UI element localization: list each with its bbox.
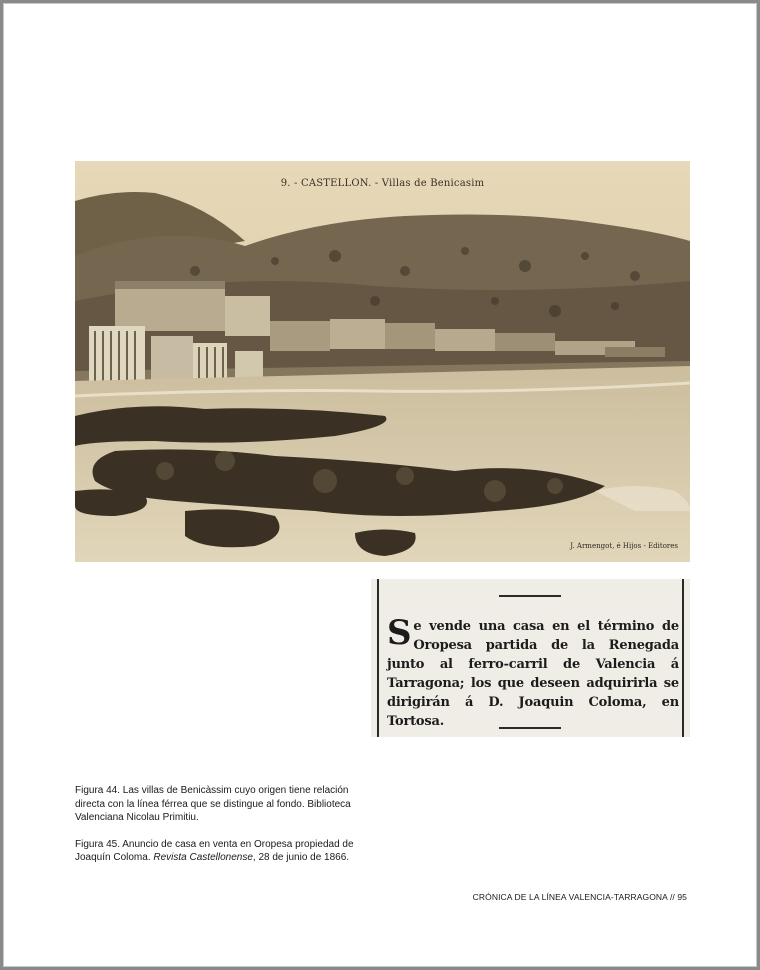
caption-45-source: Revista Castellonense (153, 852, 253, 863)
caption-figure-45 (75, 838, 375, 865)
footer-separator: // (669, 892, 675, 902)
running-title: CRÓNICA DE LA LÍNEA VALENCIA-TARRAGONA (472, 892, 668, 902)
postcard-title: 9. - CASTELLON. - Villas de Benicasim (280, 178, 485, 189)
caption-45-date: , 28 de junio de 1866. (252, 852, 350, 863)
ad-text (387, 613, 679, 731)
ad-rule-bottom (499, 727, 561, 729)
ad-body: e vende una casa en el término de Oropesa partida de la Renegada junto al ferro-carril de Valencia á Tarragona; los que deseen adquirirla se dirigirán á D. Joaquin Coloma, en Tortosa. (387, 619, 679, 729)
ad-column-rule-left (377, 579, 379, 737)
figure-44-photo (75, 161, 690, 562)
ad-drop-cap: S (387, 613, 412, 653)
caption-45-text: Figura 45. Anuncio de casa en venta en Oropesa propiedad de Joaquín Coloma. (75, 838, 354, 863)
postcard-illustration (75, 161, 690, 562)
caption-figure-44: Figura 44. Las villas de Benicàssim cuyo origen tiene relación directa con la línea férrea que se distingue al fondo. Biblioteca Valenciana Nicolau Primitiu. (75, 785, 351, 823)
page (3, 3, 757, 967)
page-number: 95 (677, 892, 687, 902)
ad-column-rule-right (682, 579, 684, 737)
ad-rule-top (499, 595, 561, 597)
figure-45-advertisement (371, 579, 690, 737)
page-footer (473, 892, 687, 902)
figure-captions (75, 784, 375, 878)
postcard-publisher: J. Armengot, é Hijos - Editores (570, 542, 678, 550)
